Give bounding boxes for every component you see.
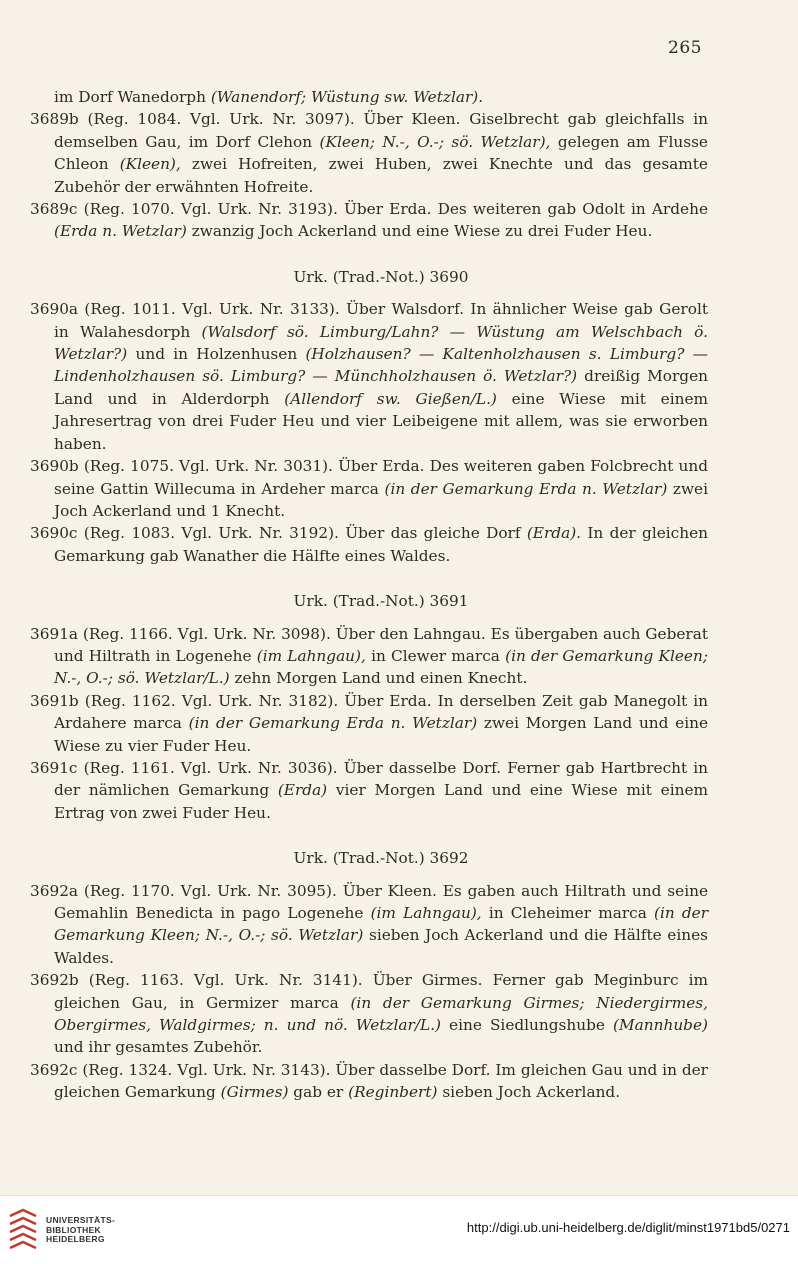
body-text: 3689c (Reg. 1070. Vgl. Urk. Nr. 3193). Über Erda. Des weiteren gab Odolt in Ardehe bbox=[30, 200, 708, 219]
italic-text: (Kleen), bbox=[119, 155, 181, 174]
entry-3691c bbox=[30, 757, 708, 824]
entry-3691b bbox=[30, 690, 708, 757]
body-text: gelegen am Flusse Chleon bbox=[54, 132, 708, 174]
body-text: zwei Morgen Land und eine Wiese zu vier Fuder Heu. bbox=[54, 714, 709, 755]
body-text: vier Morgen Land und eine Wiese mit einem Ertrag von zwei Fuder Heu. bbox=[54, 781, 708, 822]
body-text: 3692c (Reg. 1324. Vgl. Urk. Nr. 3143). Über dasselbe Dorf. Im gleichen Gau und in der gleichen Gemarkung bbox=[30, 1060, 708, 1102]
italic-text: (Walsdorf sö. Limburg/Lahn? — Wüstung am Welschbach ö. Wetzlar?) bbox=[54, 322, 708, 364]
library-name-line: BIBLIOTHEK bbox=[46, 1224, 101, 1235]
italic-text: (Kleen; N.-, O.-; sö. Wetzlar), bbox=[319, 132, 551, 151]
page-content bbox=[30, 86, 708, 1104]
entry-3689b bbox=[30, 108, 708, 198]
body-text: eine Wiese mit einem Jahresertrag von drei Fuder Heu und vier Leibeigene mit allem, was sie erworben haben. bbox=[54, 389, 709, 453]
library-name-line: UNIVERSITÄTS- bbox=[46, 1215, 116, 1225]
italic-text: (in der Gemarkung Erda n. Wetzlar) bbox=[188, 714, 478, 733]
viewer-footer bbox=[0, 1195, 798, 1264]
body-text: 3691b (Reg. 1162. Vgl. Urk. Nr. 3182). Über Erda. In derselben Zeit gab Manegolt in Ardahere marca bbox=[30, 691, 708, 733]
italic-text: (Wanendorf; Wüstung sw. Wetzlar). bbox=[210, 88, 484, 106]
body-text: dreißig Morgen Land und in Alderdorph bbox=[54, 367, 708, 408]
body-text: 3689b (Reg. 1084. Vgl. Urk. Nr. 3097). Über Kleen. Giselbrecht gab gleichfalls in demselben Gau, im Dorf Clehon bbox=[30, 110, 708, 151]
body-text: sieben Joch Ackerland und die Hälfte eines Waldes. bbox=[54, 926, 709, 967]
italic-text: (in der Gemarkung Kleen; N.-, O.-; sö. Wetzlar/L.) bbox=[54, 646, 708, 688]
italic-text: (Erda) bbox=[277, 781, 328, 800]
section-heading: Urk. (Trad.-Not.) 3690 bbox=[293, 267, 469, 286]
body-text: zehn Morgen Land und einen Knecht. bbox=[229, 669, 528, 688]
italic-text: (Erda). bbox=[526, 524, 582, 543]
body-text: 3690a (Reg. 1011. Vgl. Urk. Nr. 3133). Über Walsdorf. In ähnlicher Weise gab Gerolt in Walahesdorph bbox=[30, 300, 708, 341]
italic-text: (Allendorf sw. Gießen/L.) bbox=[284, 389, 497, 408]
italic-text: (Reginbert) bbox=[348, 1083, 438, 1102]
body-text: und ihr gesamtes Zubehör. bbox=[54, 1038, 263, 1057]
entry-3690b bbox=[30, 455, 708, 522]
entry-3692b bbox=[30, 969, 708, 1059]
body-text: sieben Joch Ackerland. bbox=[437, 1083, 621, 1102]
italic-text: (im Lahngau), bbox=[370, 904, 482, 922]
italic-text: (Erda n. Wetzlar) bbox=[54, 222, 187, 241]
body-text: zwanzig Joch Ackerland und eine Wiese zu drei Fuder Heu. bbox=[186, 222, 653, 241]
entry-3689c bbox=[30, 198, 708, 243]
entry-3692c bbox=[30, 1059, 708, 1104]
body-text: 3692a (Reg. 1170. Vgl. Urk. Nr. 3095). Über Kleen. Es gaben auch Hiltrath und seine Gemahlin Benedicta in pago Logenehe bbox=[30, 881, 708, 922]
library-name-line: HEIDELBERG bbox=[46, 1234, 105, 1244]
body-text: eine Siedlungshube bbox=[441, 1016, 614, 1035]
italic-text: (in der Gemarkung Kleen; N.-, O.-; sö. Wetzlar) bbox=[54, 904, 709, 945]
body-text: in Cleheimer marca bbox=[481, 904, 654, 922]
section-heading: Urk. (Trad.-Not.) 3691 bbox=[293, 592, 469, 611]
entry-3692a bbox=[30, 880, 708, 970]
entry-continuation bbox=[30, 86, 708, 108]
body-text: gab er bbox=[288, 1083, 349, 1102]
body-text: 3690b (Reg. 1075. Vgl. Urk. Nr. 3031). Über Erda. Des weiteren gaben Folcbrecht und seine Gattin Willecuma in Ardeher marca bbox=[30, 457, 708, 498]
library-name bbox=[46, 1216, 115, 1245]
body-text: 3691a (Reg. 1166. Vgl. Urk. Nr. 3098). Über den Lahngau. Es übergaben auch Geberat und Hiltrath in Logenehe bbox=[30, 624, 708, 665]
body-text: 3690c (Reg. 1083. Vgl. Urk. Nr. 3192). Über das gleiche Dorf bbox=[30, 524, 527, 543]
entry-3690c bbox=[30, 522, 708, 567]
page-number: 265 bbox=[668, 38, 702, 58]
body-text: im Dorf Wanedorph bbox=[54, 88, 211, 106]
entry-3691a bbox=[30, 623, 708, 690]
entry-3690a bbox=[30, 298, 708, 455]
body-text: in Clewer marca bbox=[365, 646, 506, 665]
italic-text: (Mannhube) bbox=[613, 1016, 708, 1035]
italic-text: (in der Gemarkung Erda n. Wetzlar) bbox=[384, 479, 668, 498]
italic-text: (Girmes) bbox=[220, 1083, 289, 1102]
body-text: und in Holzenhusen bbox=[127, 345, 306, 364]
body-text: 3691c (Reg. 1161. Vgl. Urk. Nr. 3036). Über dasselbe Dorf. Ferner gab Hartbrecht in der nämlichen Gemarkung bbox=[30, 758, 708, 800]
body-text: 3692b (Reg. 1163. Vgl. Urk. Nr. 3141). Über Girmes. Ferner gab Meginburc im gleichen Gau, in Germizer marca bbox=[30, 971, 708, 1012]
body-text: zwei Joch Ackerland und 1 Knecht. bbox=[54, 479, 708, 520]
italic-text: (Holzhausen? — Kaltenholzhausen s. Limburg? — Lindenholzhausen sö. Limburg? — Münchholzhausen ö. Wetzlar?) bbox=[54, 345, 708, 386]
body-text: zwei Hofreiten, zwei Huben, zwei Knechte und das gesamte Zubehör der erwähnten Hofreite. bbox=[54, 155, 708, 196]
italic-text: (im Lahngau), bbox=[256, 646, 366, 665]
page-url-link[interactable]: http://digi.ub.uni-heidelberg.de/diglit/minst1971bd5/0271 bbox=[466, 1220, 790, 1235]
italic-text: (in der Gemarkung Girmes; Niedergirmes, Obergirmes, Waldgirmes; n. und nö. Wetzlar/L.) bbox=[54, 993, 708, 1035]
section-heading: Urk. (Trad.-Not.) 3692 bbox=[293, 849, 469, 868]
body-text: In der gleichen Gemarkung gab Wanather die Hälfte eines Waldes. bbox=[54, 524, 708, 565]
heidelberg-library-logo-icon bbox=[7, 1208, 39, 1250]
